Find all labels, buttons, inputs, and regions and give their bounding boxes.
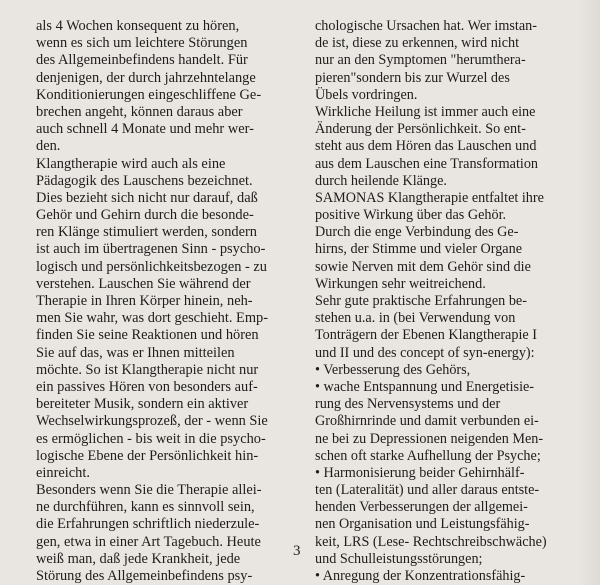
text-line: ten (Lateralität) und aller daraus entste- xyxy=(315,482,540,499)
text-line: den. xyxy=(36,138,61,155)
text-line: Wirkungen sehr weitreichend. xyxy=(315,275,486,292)
text-line: und II und des concept of syn-energy): xyxy=(315,344,535,361)
text-line: Wechselwirkungsprozeß, der - wenn Sie xyxy=(36,413,268,430)
text-line: steht aus dem Hören das Lauschen und xyxy=(315,138,537,155)
text-line: Konditionierungen eingeschliffene Ge- xyxy=(36,86,262,103)
text-line: Therapie in Ihren Körper hinein, neh- xyxy=(36,293,253,309)
text-line: Gehör und Gehirn durch die besonde- xyxy=(36,207,254,224)
text-line: Übels vordringen. xyxy=(315,86,418,103)
text-line: durch heilende Klänge. xyxy=(315,172,447,189)
text-line: verstehen. Lauschen Sie während der xyxy=(36,275,251,292)
left-column xyxy=(36,18,300,585)
page-number: 3 xyxy=(293,543,301,559)
text-line: keit, LRS (Lese- Rechtschreibschwäche) xyxy=(315,533,547,550)
text-line: rung des Nervensystems und der xyxy=(315,396,501,413)
text-line: weiß man, daß jede Krankheit, jede xyxy=(36,550,241,567)
text-line: es ermöglichen - bis weit in die psycho- xyxy=(36,430,266,447)
text-line: Besonders wenn Sie die Therapie allei- xyxy=(36,482,262,499)
text-line: chologische Ursachen hat. Wer imstan- xyxy=(315,18,537,34)
text-line: finden Sie seine Reaktionen und hören xyxy=(36,327,259,344)
text-line: Klangtherapie wird auch als eine xyxy=(36,155,226,172)
text-line: wenn es sich um leichtere Störungen xyxy=(36,35,248,52)
text-line: nur an den Symptomen "herumthera- xyxy=(315,52,526,69)
text-line: aus dem Lauschen eine Transformation xyxy=(315,155,539,172)
text-line: henden Verbesserungen der allgemei- xyxy=(315,499,528,516)
page-edge-shadow xyxy=(578,0,600,585)
text-line: schen oft starke Aufhellung der Psyche; xyxy=(315,447,541,464)
text-line: stehen u.a. in (bei Verwendung von xyxy=(315,310,516,327)
text-line: • Verbesserung des Gehörs, xyxy=(315,361,471,378)
text-line: • wache Entspannung und Energetisie- xyxy=(315,378,535,395)
text-line: ne durchführen, kann es sinnvoll sein, xyxy=(36,499,255,516)
text-line: de ist, diese zu erkennen, wird nicht xyxy=(315,35,520,52)
text-line: des Allgemeinbefindens handelt. Für xyxy=(36,52,248,69)
text-line: Tonträgern der Ebenen Klangtherapie I xyxy=(315,327,537,344)
text-line: ein passives Hören von besonders auf- xyxy=(36,378,258,395)
text-line: brechen angeht, können daraus aber xyxy=(36,103,243,120)
text-line: logisch und persönlichkeitsbezogen - zu xyxy=(36,258,267,275)
text-line: ne bei zu Depressionen neigenden Men- xyxy=(315,430,544,447)
text-line: als 4 Wochen konsequent zu hören, xyxy=(36,18,240,34)
text-line: ist auch im übertragenen Sinn - psycho- xyxy=(36,241,266,258)
text-line: Großhirnrinde und damit verbunden ei- xyxy=(315,413,539,430)
text-line: logische Ebene der Persönlichkeit hin- xyxy=(36,447,259,464)
text-line: SAMONAS Klangtherapie entfaltet ihre xyxy=(315,189,544,206)
text-line: Änderung der Persönlichkeit. So ent- xyxy=(315,121,526,138)
text-line: • Harmonisierung beider Gehirnhälf- xyxy=(315,464,525,481)
text-line: und Schulleistungsstörungen; xyxy=(315,550,483,567)
text-line: hirns, der Stimme und vieler Organe xyxy=(315,241,522,258)
text-line: Pädagogik des Lauschens bezeichnet. xyxy=(36,172,253,189)
text-line: nen Organisation und Leistungsfähig- xyxy=(315,516,530,533)
text-line: men Sie wahr, was dort geschieht. Emp- xyxy=(36,310,269,327)
text-line: bereiteter Musik, sondern ein aktiver xyxy=(36,396,249,413)
text-line: Störung des Allgemeinbefindens psy- xyxy=(36,568,253,584)
text-line: sowie Nerven mit dem Gehör sind die xyxy=(315,258,531,275)
text-line: die Erfahrungen schriftlich niederzule- xyxy=(36,516,260,533)
text-line: auch schnell 4 Monate und mehr wer- xyxy=(36,121,254,138)
text-line: Sie auf das, was er Ihnen mitteilen xyxy=(36,344,235,361)
text-line: gen, etwa in einer Art Tagebuch. Heute xyxy=(36,533,261,550)
text-line: Sehr gute praktische Erfahrungen be- xyxy=(315,293,527,309)
text-line: ren Klänge stimuliert werden, sondern xyxy=(36,224,257,241)
text-line: pieren"sondern bis zur Wurzel des xyxy=(315,69,510,86)
text-line: denjenigen, der durch jahrzehntelange xyxy=(36,69,256,86)
text-line: • Anregung der Konzentrationsfähig- xyxy=(315,568,526,584)
text-line: Wirkliche Heilung ist immer auch eine xyxy=(315,103,536,120)
text-line: Durch die enge Verbindung des Ge- xyxy=(315,224,519,241)
text-line: positive Wirkung über das Gehör. xyxy=(315,207,507,224)
text-line: einreicht. xyxy=(36,464,90,481)
text-line: möchte. So ist Klangtherapie nicht nur xyxy=(36,361,259,378)
right-column xyxy=(315,18,567,585)
text-line: Dies bezieht sich nicht nur darauf, daß xyxy=(36,189,258,206)
